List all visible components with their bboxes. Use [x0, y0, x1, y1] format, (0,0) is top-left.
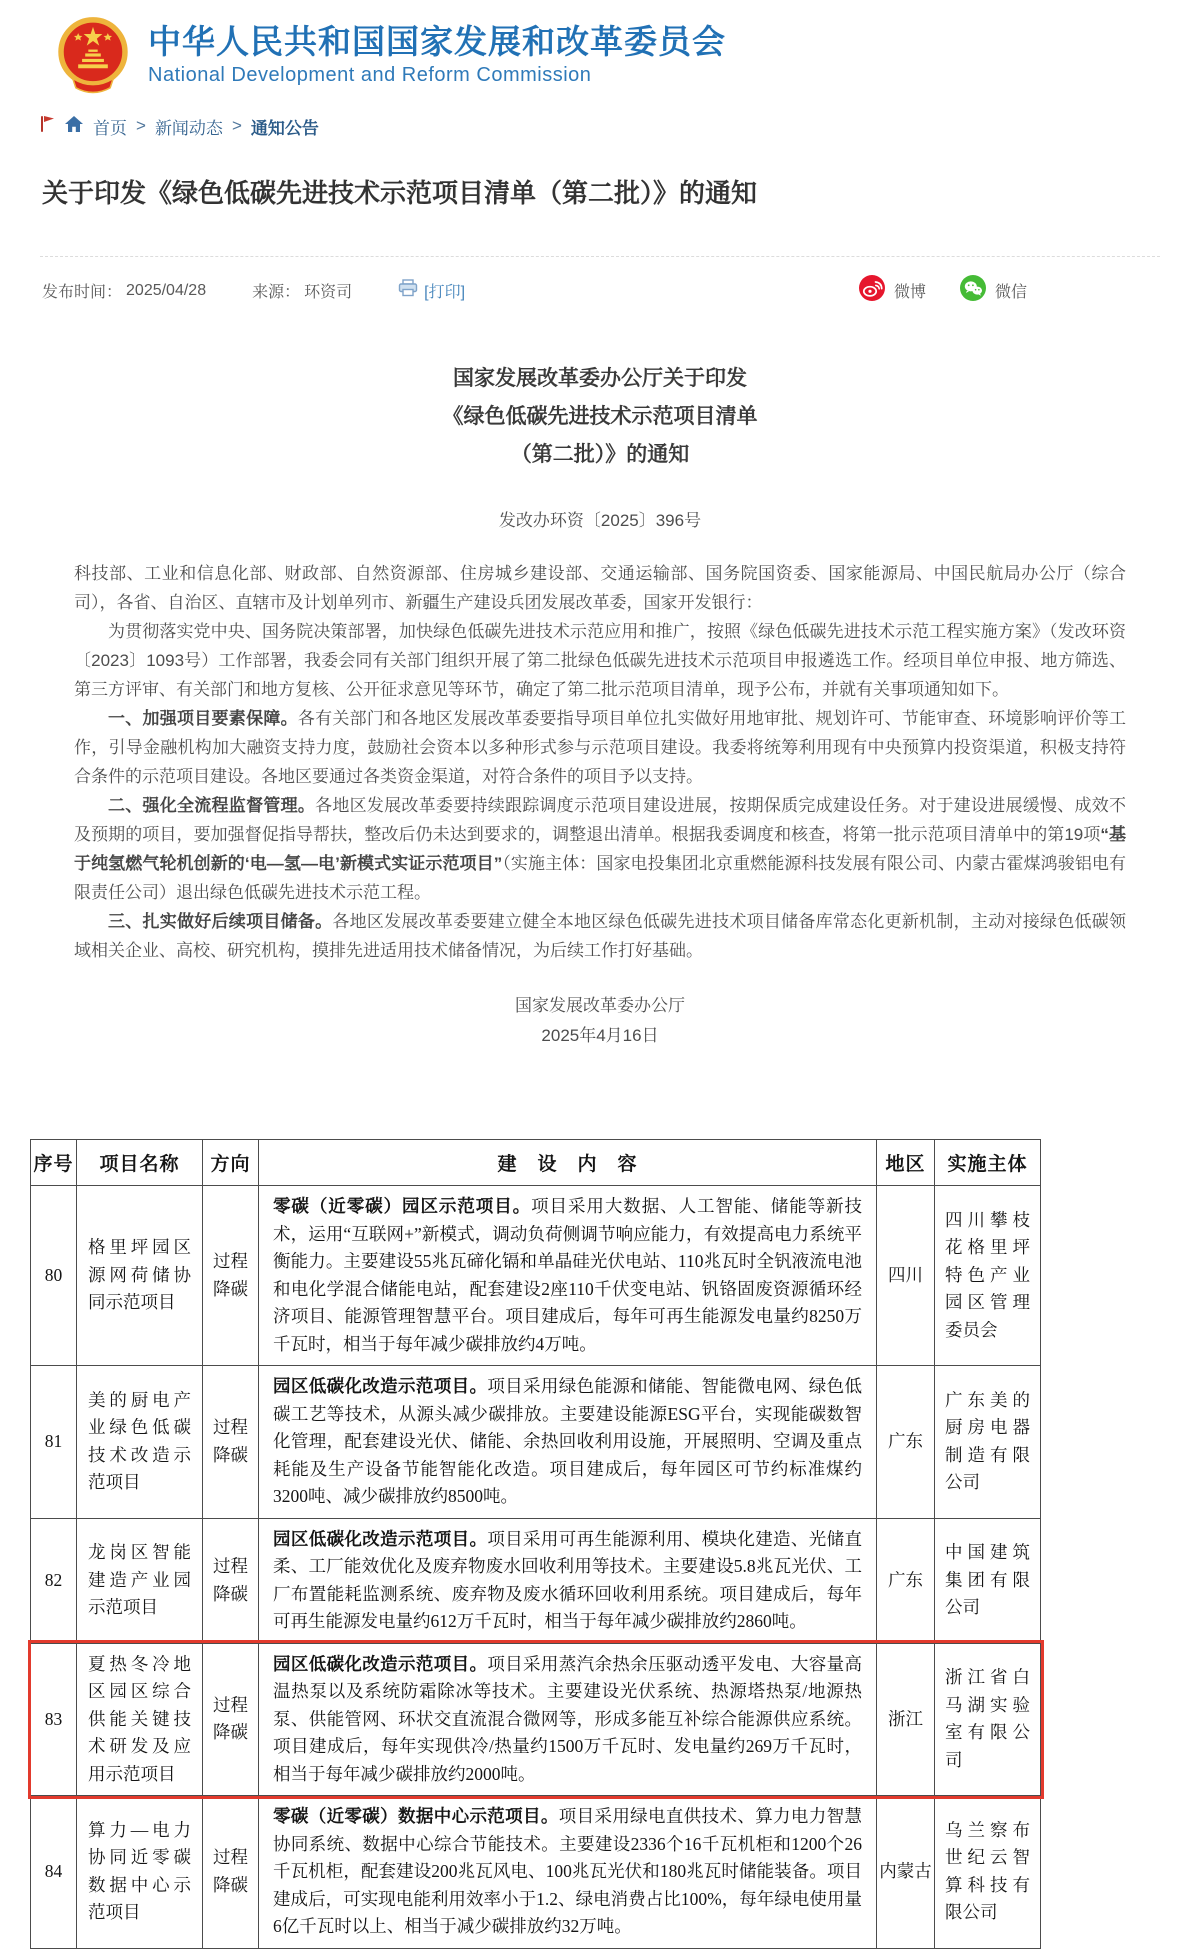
breadcrumb-item-notices[interactable]: 通知公告 [250, 118, 319, 138]
seq-no: 81 [44, 1431, 63, 1451]
site-header[interactable] [0, 0, 1200, 102]
table-row [31, 1186, 1041, 1366]
doc-text-run: 各地区发展改革委要建立健全本地区绿色低碳先进技术项目储备库常态化更新机制，主动对接绿色低碳领域相关企业、高校、研究机构，摸排先进适用技术储备情况，为后续工作打好基础。 [74, 912, 1127, 960]
dashed-divider [40, 256, 1160, 257]
content-lead: 零碳（近零碳）园区示范项目。 [273, 1196, 532, 1216]
content-body: 项目采用可再生能源利用、模块化建造、光储直柔、工厂能效优化及废弃物废水回收利用等技术。主要建设5.8兆瓦光伏、工厂布置能耗监测系统、废弃物及废水循环回收利用系统。项目建成后，每年可再生能源发电量约612万千瓦时，相当于每年减少碳排放约2860吨。 [273, 1528, 862, 1631]
print-label: [打印] [424, 284, 466, 301]
doc-paragraph [74, 559, 1126, 617]
table-row [31, 1366, 1041, 1519]
breadcrumb-separator: > [136, 116, 146, 135]
content-body: 项目采用绿色能源和储能、智能微电网、绿色低碳工艺等技术，从源头减少碳排放。主要建设能源ESG平台，实现能碳数智化管理，配套建设光伏、储能、余热回收利用设施，开展照明、空调及重点耗能及生产设备节能智能化改造。项目建成后，每年园区可节约标准煤约3200吨、减少碳排放约8500吨。 [273, 1376, 862, 1506]
content-lead: 园区低碳化改造示范项目。 [273, 1528, 488, 1549]
table-row [31, 1796, 1041, 1949]
doc-text-run: 三、扎实做好后续项目储备。 [108, 912, 333, 931]
weibo-icon [859, 275, 885, 306]
signature-agency: 国家发展改革委办公厅 [515, 996, 685, 1015]
seq-no: 84 [44, 1861, 63, 1881]
table-header-row [31, 1140, 1041, 1186]
entity: 中国建筑集团有限公司 [945, 1542, 1030, 1618]
cell-direction [203, 1796, 259, 1949]
table-row [31, 1518, 1041, 1643]
printer-icon [398, 279, 418, 302]
source-label: 来源： [252, 284, 301, 301]
cell-construction-content [259, 1796, 877, 1949]
project-name: 格里坪园区源网荷储协同示范项目 [88, 1237, 191, 1313]
doc-text-run: 各地区发展改革委要持续跟踪调度示范项目建设进展，按期保质完成建设任务。对于建设进展缓慢、成效不及预期的项目，要加强督促指导帮扶，整改后仍未达到要求的，调整退出清单。根据我委调度和核查，将第一批示范项目清单中的第19项 [74, 796, 1127, 844]
cell-seq-no [31, 1186, 77, 1366]
cell-direction [203, 1643, 259, 1796]
cell-direction [203, 1518, 259, 1643]
seq-no: 83 [44, 1708, 63, 1729]
cell-region [877, 1366, 935, 1519]
document-number: 发改办环资〔2025〕396号 [498, 511, 702, 530]
print-button[interactable] [398, 279, 465, 302]
doc-paragraph [74, 617, 1126, 704]
entity: 四川攀枝花格里坪特色产业园区管理委员会 [945, 1209, 1030, 1340]
cell-construction-content [259, 1518, 877, 1643]
source-value: 环资司 [304, 284, 353, 301]
cell-construction-content [259, 1366, 877, 1519]
content-body: 项目采用绿电直供技术、算力电力智慧协同系统、数据中心综合节能技术。主要建设2336个16千瓦机柜和1200个26千瓦机柜，配套建设200兆瓦风电、100兆瓦光伏和180兆瓦时储能装备。项目建成后，可实现电能利用效率小于1.2、绿电消费占比100%，每年绿电使用量6亿千瓦时以上、相当于减少碳排放约32万吨。 [273, 1806, 862, 1936]
cell-seq-no [31, 1518, 77, 1643]
document-title [0, 360, 1200, 474]
table-header-cell: 建 设 内 容 [259, 1140, 877, 1186]
cell-region [877, 1643, 935, 1796]
content-lead: 园区低碳化改造示范项目。 [273, 1376, 488, 1396]
content-lead: 园区低碳化改造示范项目。 [273, 1653, 488, 1674]
cell-region [877, 1796, 935, 1949]
table-header-cell: 方向 [203, 1140, 259, 1186]
project-name: 龙岗区智能建造产业园示范项目 [88, 1542, 191, 1618]
seq-no: 82 [44, 1569, 63, 1590]
breadcrumb-item-home[interactable]: 首页 [93, 118, 127, 138]
share-weibo-label: 微博 [893, 284, 926, 301]
project-table [30, 1139, 1041, 1949]
breadcrumb-separator: > [231, 116, 242, 135]
table-header-cell: 实施主体 [935, 1140, 1041, 1186]
share-weibo-button[interactable] [859, 275, 926, 306]
region: 广东 [888, 1569, 923, 1590]
share-group [859, 275, 1027, 306]
home-icon[interactable] [64, 115, 84, 138]
cell-direction [203, 1186, 259, 1366]
cell-seq-no [31, 1643, 77, 1796]
doc-paragraph [74, 907, 1126, 965]
signature-date: 2025年4月16日 [541, 1026, 659, 1045]
table-row [31, 1643, 1041, 1796]
cell-project-name [77, 1643, 203, 1796]
cell-project-name [77, 1366, 203, 1519]
share-wechat-button[interactable] [960, 275, 1027, 306]
cell-region [877, 1518, 935, 1643]
cell-project-name [77, 1796, 203, 1949]
cell-entity [935, 1366, 1041, 1519]
wechat-icon [960, 275, 986, 306]
breadcrumb-flag-icon [40, 115, 55, 137]
region: 浙江 [888, 1708, 923, 1729]
national-emblem-icon [54, 16, 132, 94]
cell-project-name [77, 1518, 203, 1643]
document-title-line: 《绿色低碳先进技术示范项目清单 [442, 405, 758, 428]
table-body [31, 1186, 1041, 1949]
table-header-cell: 项目名称 [77, 1140, 203, 1186]
direction: 过程降碳 [213, 1847, 248, 1895]
content-lead: 零碳（近零碳）数据中心示范项目。 [273, 1806, 559, 1826]
article-meta-row [42, 275, 1027, 306]
direction: 过程降碳 [213, 1694, 248, 1743]
document-title-line: （第二批）》的通知 [510, 443, 690, 466]
cell-seq-no [31, 1366, 77, 1519]
table-header-cell: 序号 [31, 1140, 77, 1186]
source [252, 279, 352, 302]
cell-construction-content [259, 1643, 877, 1796]
cell-construction-content [259, 1186, 877, 1366]
direction: 过程降碳 [213, 1556, 248, 1604]
cell-entity [935, 1186, 1041, 1366]
site-title: 中华人民共和国国家发展和改革委员会 [148, 23, 726, 60]
content-body: 项目采用大数据、人工智能、储能等新技术，运用“互联网+”新模式，调动负荷侧调节响应能力，有效提高电力系统平衡能力。主要建设55兆瓦碲化镉和单晶硅光伏电站、110兆瓦时全钒液流电池和电化学混合储能电站，配套建设2座110千伏变电站、钒铬固废资源循环经济项目、能源管理智慧平台。项目建成后，每年可再生能源发电量约8250万千瓦时，相当于每年减少碳排放约4万吨。 [273, 1196, 863, 1354]
region: 广东 [888, 1431, 923, 1451]
project-name: 算力—电力协同近零碳数据中心示范项目 [88, 1819, 191, 1923]
doc-paragraphs [74, 559, 1126, 965]
doc-text-run: （实施主体：国家电投集团北京重燃能源科技发展有限公司、内蒙古霍煤鸿骏铝电有限责任公司）退出绿色低碳先进技术示范工程。 [74, 854, 1126, 902]
direction: 过程降碳 [213, 1251, 248, 1299]
breadcrumb [40, 112, 1200, 140]
seq-no: 80 [44, 1264, 63, 1285]
page-title: 关于印发《绿色低碳先进技术示范项目清单（第二批）》的通知 [42, 178, 758, 208]
doc-paragraph [74, 704, 1126, 791]
entity: 广东美的厨房电器制造有限公司 [945, 1389, 1030, 1493]
document-title-line: 国家发展改革委办公厅关于印发 [453, 367, 747, 390]
doc-text-run: 二、强化全流程监督管理。 [108, 796, 316, 815]
doc-text-run: 为贯彻落实党中央、国务院决策部署，加快绿色低碳先进技术示范应用和推广，按照《绿色低碳先进技术示范工程实施方案》（发改环资〔2023〕1093号）工作部署，我委会同有关部门组织开展了第二批绿色低碳先进技术示范项目申报遴选工作。经项目单位申报、地方筛选、第三方评审、有关部门和地方复核、公开征求意见等环节，确定了第二批示范项目清单，现予公布，并就有关事项通知如下。 [74, 622, 1126, 699]
doc-text-run: 各有关部门和各地区发展改革委要指导项目单位扎实做好用地审批、规划许可、节能审查、环境影响评价等工作，引导金融机构加大融资支持力度，鼓励社会资本以多种形式参与示范项目建设。我委将统筹利用现有中央预算内投资渠道，积极支持符合条件的示范项目建设。各地区要通过各类资金渠道，对符合条件的项目予以支持。 [74, 709, 1127, 786]
cell-entity [935, 1796, 1041, 1949]
breadcrumb-item-news[interactable]: 新闻动态 [154, 118, 223, 138]
region: 内蒙古 [879, 1861, 932, 1881]
project-table-wrap [30, 1139, 1170, 1949]
entity: 浙江省白马湖实验室有限公司 [945, 1667, 1030, 1770]
publish-time-label: 发布时间： [42, 284, 123, 301]
site-title-english: National Development and Reform Commission [148, 64, 592, 86]
cell-seq-no [31, 1796, 77, 1949]
signature-block [0, 991, 1200, 1051]
cell-entity [935, 1643, 1041, 1796]
content-body: 项目采用蒸汽余热余压驱动透平发电、大容量高温热泵以及系统防霜除冰等技术。主要建设光伏系统、热源塔热泵/地源热泵、供能管网、环状交直流混合微网等，形成多能互补综合能源供应系统。项目建成后，每年实现供冷/热量约1500万千瓦时、发电量约269万千瓦时，相当于每年减少碳排放约2000吨。 [273, 1653, 862, 1784]
doc-text-run: 科技部、工业和信息化部、财政部、自然资源部、住房城乡建设部、交通运输部、国务院国资委、国家能源局、中国民航局办公厅（综合司），各省、自治区、直辖市及计划单列市、新疆生产建设兵团发展改革委，国家开发银行： [74, 564, 1126, 612]
doc-text-run: 一、加强项目要素保障。 [108, 709, 298, 728]
project-name: 夏热冬冷地区园区综合供能关键技术研发及应用示范项目 [88, 1653, 191, 1784]
region: 四川 [888, 1264, 923, 1285]
table-header-cell: 地区 [877, 1140, 935, 1186]
cell-region [877, 1186, 935, 1366]
share-wechat-label: 微信 [994, 284, 1027, 301]
entity: 乌兰察布世纪云智算科技有限公司 [945, 1819, 1030, 1923]
project-name: 美的厨电产业绿色低碳技术改造示范项目 [88, 1389, 191, 1493]
publish-time-value: 2025/04/28 [126, 281, 207, 299]
cell-direction [203, 1366, 259, 1519]
doc-paragraph [74, 791, 1126, 907]
direction: 过程降碳 [213, 1417, 248, 1465]
doc-text-run: “基于纯氢燃气轮机创新的‘电—氢—电’新模式实证示范项目” [74, 825, 1126, 873]
publish-time [42, 279, 206, 302]
cell-entity [935, 1518, 1041, 1643]
cell-project-name [77, 1186, 203, 1366]
